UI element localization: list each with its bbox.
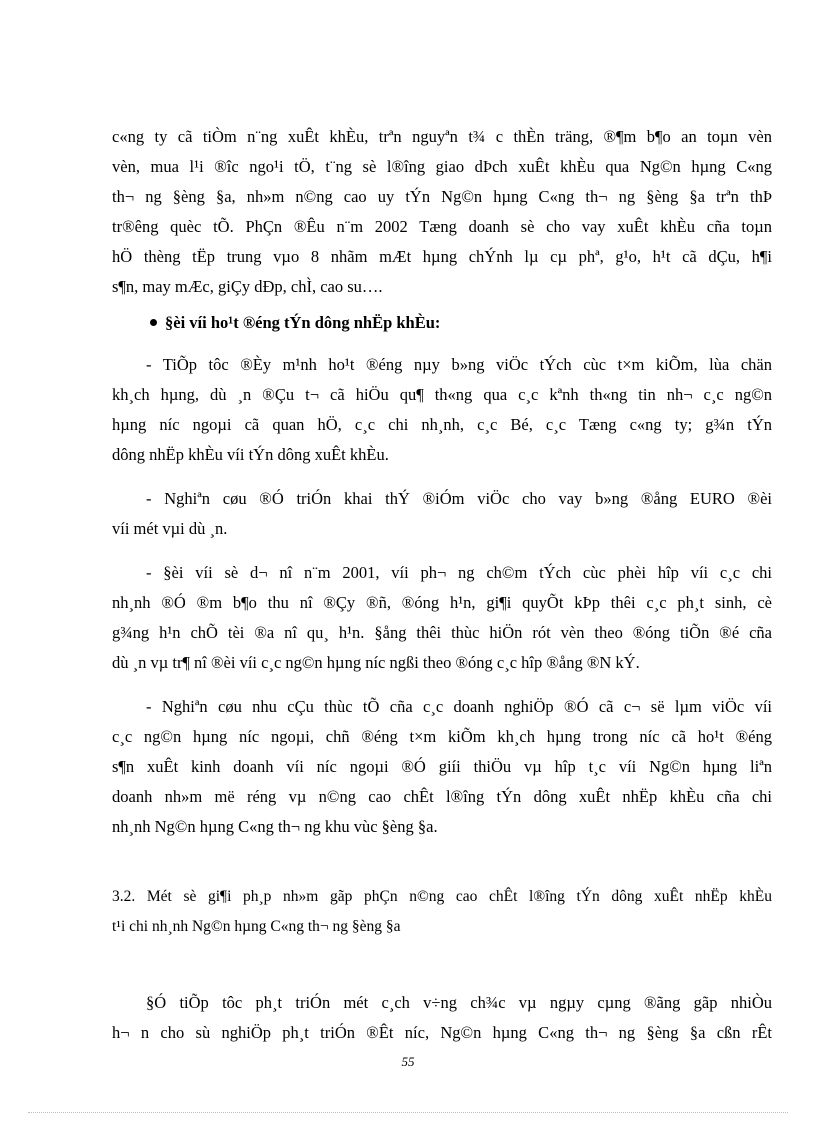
paragraph-1	[112, 122, 772, 302]
paragraph-5	[112, 692, 772, 842]
text-line: c¸c ng©n hµng níc ngoµi, chñ ®éng t×m kiÕm kh¸ch hµng trong níc cã ho¹t ®éng	[112, 727, 772, 746]
text-line: tr®êng quèc tÕ. PhÇn ®Êu n¨m 2002 Tæng doanh sè cho vay xuÊt khÈu cña toµn	[112, 217, 772, 236]
text-line: - §èi víi sè d¬ nî n¨m 2001, víi ph¬ ng ch©m tÝch cùc phèi hîp víi c¸c chi	[146, 563, 772, 582]
text-line: s¶n xuÊt kinh doanh víi níc ngoµi ®Ó giíi thiÖu vµ hîp t¸c víi Ng©n hµng liªn	[112, 757, 772, 776]
page-edge-divider	[28, 1112, 788, 1113]
heading-line: t¹i chi nh¸nh Ng©n hµng C«ng th¬ ng §èng §a	[112, 918, 401, 935]
text-line: - Nghiªn cøu nhu cÇu thùc tÕ cña c¸c doanh nghiÖp ®Ó cã c¬ së lµm viÖc víi	[146, 697, 772, 716]
text-line: c«ng ty cã tiÒm n¨ng xuÊt khÈu, trªn nguyªn t¾ c thÈn träng, ®¶m b¶o an toµn vèn	[112, 127, 772, 146]
text-line: nh¸nh ®Ó ®m b¶o thu nî ®Çy ®ñ, ®óng h¹n, gi¶i quyÕt kÞp thêi c¸c ph¸t sinh, cè	[112, 593, 772, 612]
text-line: th¬ ng §èng §a, nh»m n©ng cao uy tÝn Ng©n hµng C«ng th¬ ng §èng §a trªn thÞ	[112, 187, 772, 206]
section-heading	[112, 882, 772, 942]
text-line: nh¸nh Ng©n hµng C«ng th¬ ng khu vùc §èng §a.	[112, 817, 438, 836]
page-number: 55	[401, 1054, 415, 1069]
heading-line: 3.2. Mét sè gi¶i ph¸p nh»m gãp phÇn n©ng cao chÊt l®îng tÝn dông xuÊt nhËp khÈu	[112, 888, 772, 905]
bullet-heading-text: §èi víi ho¹t ®éng tÝn dông nhËp khÈu:	[165, 313, 441, 332]
text-line: §Ó tiÕp tôc ph¸t triÓn mét c¸ch v÷ng ch¾c vµ ngµy cµng ®ãng gãp nhiÒu	[146, 993, 772, 1012]
text-line: g¾ng h¹n chÕ tèi ®a nî qu¸ h¹n. §ång thêi thùc hiÖn rót vèn theo ®óng tiÕn ®é cña	[112, 623, 772, 642]
text-line: hµng níc ngoµi cã quan hÖ, c¸c chi nh¸nh, c¸c Bé, c¸c Tæng c«ng ty; g¾n tÝn	[112, 415, 772, 434]
text-line: kh¸ch hµng, dù ¸n ®Çu t¬ cã hiÖu qu¶ th«ng qua c¸c kªnh th«ng tin nh¬ c¸c ng©n	[112, 385, 772, 404]
text-line: h¬ n cho sù nghiÖp ph¸t triÓn ®Êt níc, Ng©n hµng C«ng th¬ ng §èng §a cßn rÊt	[112, 1023, 772, 1042]
page-body	[112, 122, 772, 1048]
text-line: s¶n, may mÆc, giÇy dÐp, chÌ, cao su….	[112, 277, 383, 296]
paragraph-4	[112, 558, 772, 678]
paragraph-2	[112, 350, 772, 470]
text-line: doanh nh»m më réng vµ n©ng cao chÊt l®îng tÝn dông xuÊt nhËp khÈu cña chi	[112, 787, 772, 806]
paragraph-6	[112, 988, 772, 1048]
text-line: - Nghiªn cøu ®Ó triÓn khai thÝ ®iÓm viÖc cho vay b»ng ®ång EURO ®èi	[146, 489, 772, 508]
text-line: vèn, mua l¹i ®îc ngo¹i tÖ, t¨ng sè l®îng giao dÞch xuÊt khÈu qua Ng©n hµng C«ng	[112, 157, 772, 176]
text-line: dông nhËp khÈu víi tÝn dông xuÊt khÈu.	[112, 445, 389, 464]
paragraph-3	[112, 484, 772, 544]
text-line: - TiÕp tôc ®Èy m¹nh ho¹t ®éng nµy b»ng viÖc tÝch cùc t×m kiÕm, lùa chän	[146, 355, 772, 374]
text-line: dù ¸n vµ tr¶ nî ®èi víi c¸c ng©n hµng níc ngßi theo ®óng c¸c hîp ®ång ®N kÝ.	[112, 653, 640, 672]
bullet-icon	[150, 319, 157, 326]
bullet-heading	[112, 308, 772, 338]
text-line: hÖ thèng tËp trung vµo 8 nhãm mÆt hµng chÝnh lµ cµ phª, g¹o, h¹t cã dÇu, h¶i	[112, 247, 772, 266]
text-line: víi mét vµi dù ¸n.	[112, 519, 228, 538]
